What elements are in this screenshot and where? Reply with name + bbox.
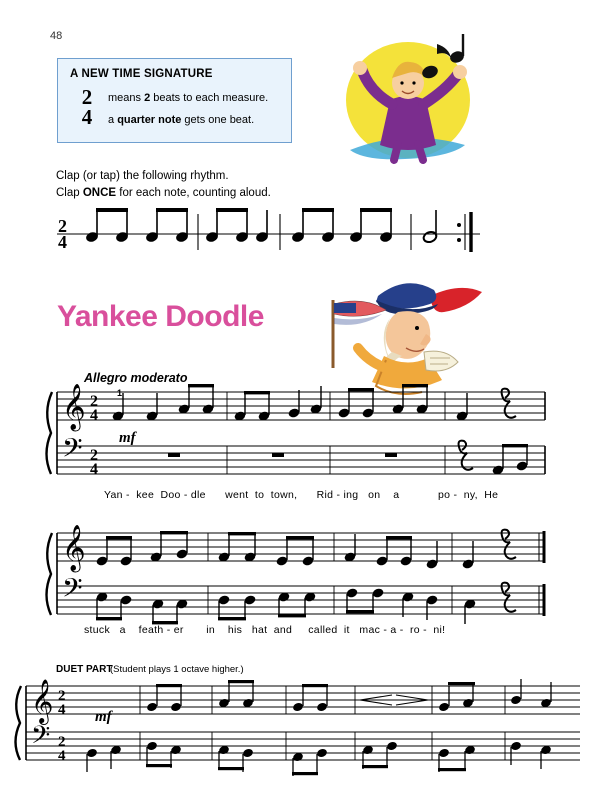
info-line1-prefix: means: [108, 92, 145, 104]
eighth-note-pair: [145, 208, 189, 243]
colonial-fifer-illustration: [333, 283, 482, 394]
music-note-glyph: [420, 44, 451, 80]
page-number: 48: [50, 30, 63, 42]
treble-clef: 𝄞: [62, 525, 86, 570]
svg-text:4: 4: [58, 702, 66, 718]
bass-rests: [168, 441, 528, 476]
dynamic-mezzo-forte-duet: mf: [95, 709, 112, 725]
note-group: [344, 534, 439, 570]
time-signature-two-four: [72, 87, 102, 127]
svg-text:2: 2: [90, 447, 98, 464]
note-group: [438, 679, 552, 712]
instruction-line-1: Clap (or tap) the following rhythm.: [56, 170, 229, 182]
crescendo-hairpin: [360, 695, 428, 705]
note-group: [146, 680, 328, 712]
info-box-line-1: [108, 92, 268, 104]
rhythm-exercise-staff: [57, 208, 480, 252]
eighth-note-pair: [205, 208, 249, 243]
bass-clef: 𝄢: [62, 573, 83, 609]
note-group: [234, 386, 323, 422]
song-title: Yankee Doodle: [57, 300, 264, 333]
quarter-rest: [502, 583, 516, 612]
bass-clef: 𝄢: [31, 722, 51, 755]
lyrics-line-2: stuck a feath - er in his hat and called it mac - a - ro - ni!: [84, 624, 446, 636]
instruction-line-2: [56, 187, 271, 199]
svg-text:2: 2: [90, 393, 98, 410]
treble-clef: 𝄞: [31, 681, 54, 723]
half-note: [422, 210, 437, 244]
fingering-number: 1: [117, 388, 123, 398]
info-line2-suffix: gets one beat.: [181, 114, 255, 126]
instruction-line2-suffix: for each note, counting aloud.: [116, 187, 271, 199]
grand-staff-system-2: [47, 525, 546, 624]
note-group: [96, 531, 189, 567]
instruction-line2-prefix: Clap: [56, 187, 83, 199]
info-line1-bold: 2: [144, 92, 151, 104]
svg-text:2: 2: [58, 734, 66, 750]
note-group: [218, 532, 315, 567]
quarter-rest: [502, 530, 516, 559]
eighth-note-pair: [349, 208, 393, 243]
tempo-marking: Allegro moderato: [84, 371, 188, 385]
info-line1-suffix: beats to each measure.: [150, 92, 269, 104]
svg-text:4: 4: [58, 748, 66, 764]
note-group: [338, 384, 429, 419]
juggler-with-notes-illustration: [346, 34, 470, 160]
info-box-title: A NEW TIME SIGNATURE: [70, 68, 213, 80]
instruction-line2-bold: ONCE: [82, 187, 117, 199]
quarter-rest: [502, 389, 516, 418]
svg-text:2: 2: [58, 216, 67, 236]
duet-part-note: (Student plays 1 octave higher.): [110, 664, 244, 675]
note-group: [112, 384, 215, 422]
svg-text:4: 4: [90, 407, 98, 424]
quarter-note: [255, 210, 269, 243]
svg-text:4: 4: [90, 461, 98, 478]
note-group: [86, 741, 552, 776]
note-group: [96, 591, 189, 624]
dynamic-mezzo-forte-main: mf: [119, 430, 136, 446]
eighth-note-pair: [291, 208, 335, 243]
duet-part-label: DUET PART: [56, 664, 113, 675]
lyrics-line-1: Yan - kee Doo - dle went to town, Rid - ing on a po - ny, He: [104, 489, 499, 501]
note-group: [346, 587, 439, 620]
duet-grand-staff: [16, 679, 581, 776]
info-line2-bold: quarter note: [117, 114, 182, 126]
info-line2-prefix: a: [108, 114, 118, 126]
time-signature-numerator: 2: [81, 85, 93, 109]
note-group: [464, 583, 516, 624]
note-group: [462, 530, 516, 570]
info-box-line-2: [108, 114, 254, 126]
svg-text:2: 2: [58, 688, 66, 704]
time-signature-denominator: 4: [81, 105, 93, 129]
bass-clef: 𝄢: [62, 433, 83, 469]
new-time-signature-box: [57, 58, 292, 143]
music-note-glyph: [449, 34, 466, 65]
note-group: [218, 591, 317, 620]
eighth-note-pair: [85, 208, 129, 243]
svg-text:4: 4: [58, 232, 67, 252]
note-group: [456, 389, 516, 422]
treble-clef: 𝄞: [62, 384, 86, 429]
